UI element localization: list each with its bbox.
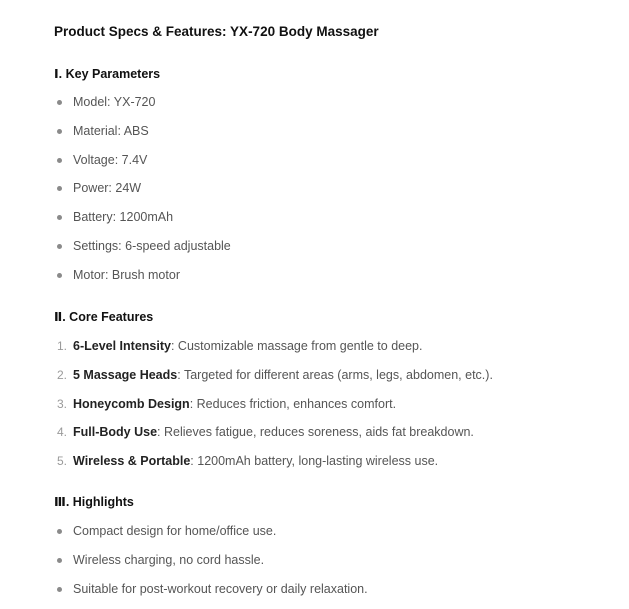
feature-separator: :: [177, 367, 181, 382]
feature-separator: :: [189, 396, 194, 411]
bullet-icon: [57, 529, 62, 534]
bullet-icon: [57, 244, 62, 249]
feature-separator: :: [170, 339, 175, 353]
list-item-number: 3.: [56, 396, 67, 411]
list-item-number: 5.: [56, 454, 67, 469]
feature-description: Relieves fatigue, reduces soreness, aids fat breakdown.: [160, 425, 474, 440]
list-item-text: Battery: 1200mAh: [73, 210, 174, 225]
feature-description: Customizable massage from gentle to deep.: [174, 339, 423, 353]
feature-label: 6-Level Intensity: [73, 339, 171, 353]
feature-label: Honeycomb Design: [73, 396, 190, 411]
bullet-icon: [57, 273, 62, 278]
feature-description: Reduces friction, enhances comfort.: [193, 396, 397, 411]
section-heading-core-features: Ⅱ. Core Features: [54, 310, 154, 324]
list-item-text: [73, 396, 396, 412]
list-item-text: [73, 453, 438, 469]
list-item-text: [73, 338, 422, 354]
feature-label: Wireless & Portable: [73, 454, 191, 469]
feature-separator: :: [190, 454, 194, 469]
feature-label: 5 Massage Heads: [73, 367, 178, 382]
bullet-icon: [57, 215, 62, 220]
list-item-number: 2.: [56, 367, 67, 382]
list-item-text: [73, 367, 493, 383]
bullet-icon: [57, 186, 62, 191]
feature-description: Targeted for different areas (arms, legs, abdomen, etc.).: [180, 367, 493, 382]
list-item-text: Motor: Brush motor: [73, 267, 180, 282]
list-item-text: Settings: 6-speed adjustable: [73, 238, 231, 253]
feature-label: Full-Body Use: [73, 425, 158, 440]
list-item-text: Wireless charging, no cord hassle.: [73, 552, 265, 567]
list-item-text: Suitable for post-workout recovery or daily relaxation.: [73, 581, 368, 596]
feature-separator: :: [157, 425, 161, 440]
list-item-text: Voltage: 7.4V: [73, 152, 148, 167]
bullet-icon: [57, 158, 62, 163]
list-item-text: Power: 24W: [73, 181, 142, 196]
bullet-icon: [57, 129, 62, 134]
bullet-icon: [57, 100, 62, 105]
list-item-number: 4.: [56, 425, 67, 440]
list-item-text: [73, 424, 474, 440]
list-item-text: Material: ABS: [73, 123, 149, 138]
section-heading-key-parameters: Ⅰ. Key Parameters: [54, 67, 161, 81]
bullet-icon: [57, 587, 62, 592]
list-item-number: 1.: [56, 339, 67, 353]
list-item-text: Model: YX-720: [73, 95, 156, 109]
bullet-icon: [57, 558, 62, 563]
section-heading-highlights: Ⅲ. Highlights: [54, 495, 134, 509]
feature-description: 1200mAh battery, long-lasting wireless use.: [193, 454, 439, 469]
document-title: Product Specs & Features: YX-720 Body Massager: [54, 24, 379, 39]
list-item-text: Compact design for home/office use.: [73, 524, 277, 538]
